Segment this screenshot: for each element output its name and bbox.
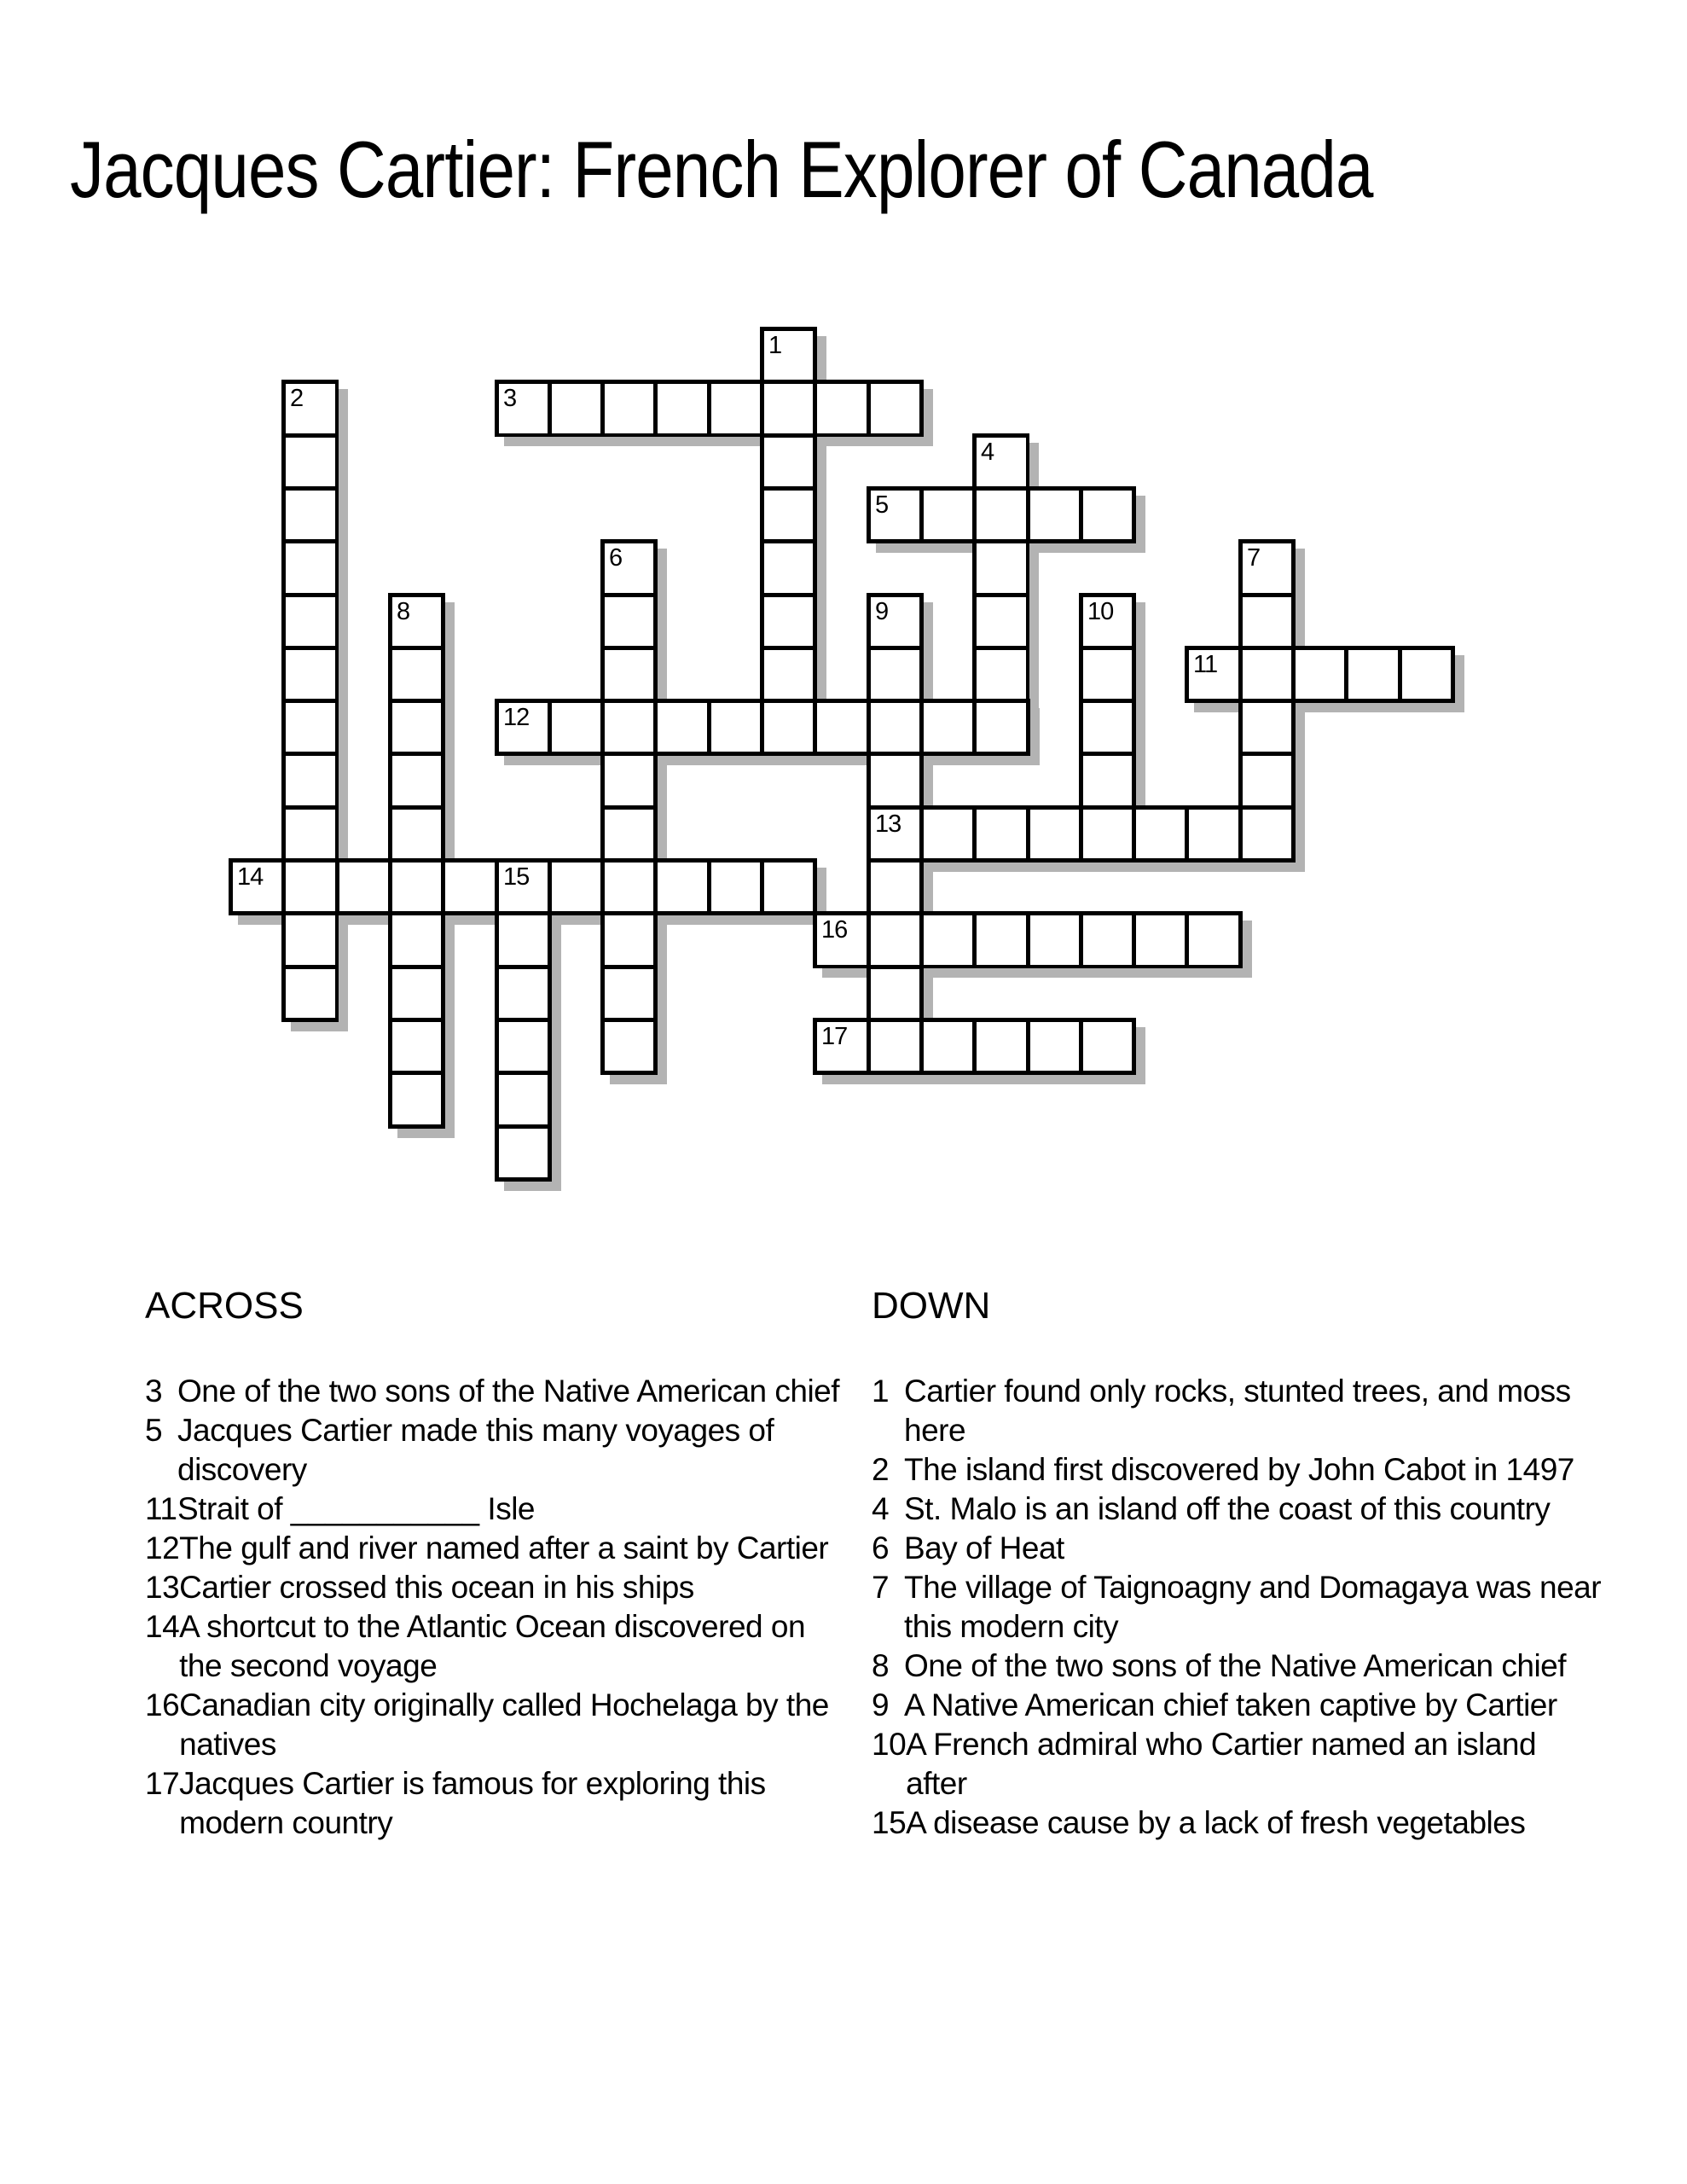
clue-number: 5 <box>145 1413 163 1448</box>
cell-13-across-8[interactable] <box>1243 810 1291 858</box>
cell-13-across-2[interactable] <box>924 810 972 858</box>
clue-text: Cartier crossed this ocean in his ships <box>179 1570 694 1605</box>
cell-13-across-3[interactable] <box>977 810 1026 858</box>
cell-1-down-7[interactable] <box>764 650 813 699</box>
cell-6-down-3[interactable] <box>605 650 653 699</box>
clue-number-1: 1 <box>768 332 782 359</box>
cell-16-across-5[interactable] <box>1030 915 1079 965</box>
clue-number-11: 11 <box>1193 651 1218 678</box>
cell-3-across-4[interactable] <box>658 384 707 433</box>
clue-text: A French admiral who Cartier named an island after <box>906 1727 1537 1801</box>
cell-10-down-3[interactable] <box>1083 703 1132 752</box>
cell-13-across-5[interactable] <box>1083 810 1132 858</box>
cell-17-across-3[interactable] <box>924 1022 972 1071</box>
clue-down-2 <box>872 1450 1602 1490</box>
cell-12-across-9[interactable] <box>924 703 972 752</box>
cell-17-across-6[interactable] <box>1083 1022 1132 1071</box>
cell-4-down-5[interactable] <box>977 650 1026 699</box>
clue-number: 16 <box>145 1687 180 1722</box>
clue-down-1 <box>872 1372 1602 1450</box>
clue-number: 1 <box>872 1374 890 1409</box>
cell-12-across-4[interactable] <box>658 703 707 752</box>
cell-12-across-2[interactable] <box>552 703 600 752</box>
cell-14-across-4[interactable] <box>392 863 441 911</box>
clue-text: Strait of ___________ Isle <box>177 1491 535 1526</box>
cell-3-across-6[interactable] <box>764 384 813 433</box>
cell-9-down-4[interactable] <box>871 756 919 805</box>
cell-3-across-2[interactable] <box>552 384 600 433</box>
clue-number-7: 7 <box>1247 544 1261 572</box>
cell-13-across-6[interactable] <box>1136 810 1185 858</box>
across-clue-list <box>145 1372 851 1843</box>
clue-number: 11 <box>145 1491 177 1526</box>
clue-down-8 <box>872 1647 1602 1686</box>
cell-10-down-2[interactable] <box>1083 650 1132 699</box>
cell-16-across-7[interactable] <box>1136 915 1185 965</box>
cell-2-down-11[interactable] <box>286 915 335 965</box>
clue-number: 8 <box>872 1648 890 1683</box>
clue-number: 15 <box>872 1805 907 1840</box>
clue-number: 6 <box>872 1531 890 1565</box>
clue-down-10 <box>872 1725 1602 1804</box>
cell-12-across-8[interactable] <box>871 703 919 752</box>
clue-down-9 <box>872 1686 1602 1725</box>
clue-down-4 <box>872 1490 1602 1529</box>
cell-12-across-10[interactable] <box>977 703 1026 752</box>
cell-7-down-2[interactable] <box>1243 597 1291 646</box>
cell-2-down-12[interactable] <box>286 969 335 1018</box>
clue-number-2: 2 <box>290 385 304 412</box>
cell-12-across-3[interactable] <box>605 703 653 752</box>
clue-text: Jacques Cartier made this many voyages of discovery <box>177 1413 774 1487</box>
cell-8-down-8[interactable] <box>392 969 441 1018</box>
clue-number-16: 16 <box>821 916 848 944</box>
cell-6-down-10[interactable] <box>605 1022 653 1071</box>
cell-3-across-7[interactable] <box>817 384 867 433</box>
clue-down-6 <box>872 1529 1602 1568</box>
clue-text: St. Malo is an island off the coast of this country <box>904 1491 1551 1526</box>
cell-4-down-4[interactable] <box>977 597 1026 646</box>
cell-6-down-5[interactable] <box>605 756 653 805</box>
clue-number: 17 <box>145 1766 180 1801</box>
cell-2-down-6[interactable] <box>286 650 335 699</box>
clue-number-4: 4 <box>981 439 994 466</box>
clue-text: A disease cause by a lack of fresh vegetables <box>906 1805 1526 1840</box>
clue-text: The gulf and river named after a saint by Cartier <box>179 1531 829 1565</box>
cell-8-down-5[interactable] <box>392 810 441 858</box>
cell-11-across-5[interactable] <box>1402 650 1451 699</box>
cell-1-down-3[interactable] <box>764 438 813 486</box>
cell-14-across-11[interactable] <box>764 863 813 911</box>
clue-number-6: 6 <box>609 544 623 572</box>
cell-14-across-8[interactable] <box>605 863 653 911</box>
cell-17-across-4[interactable] <box>977 1022 1026 1071</box>
cell-9-down-2[interactable] <box>871 650 919 699</box>
cell-5-across-5[interactable] <box>1083 491 1132 539</box>
cell-16-across-4[interactable] <box>977 915 1026 965</box>
clue-number-12: 12 <box>503 704 530 731</box>
clue-number: 3 <box>145 1374 163 1409</box>
down-heading: DOWN <box>872 1285 991 1327</box>
cell-6-down-6[interactable] <box>605 810 653 858</box>
clue-across-16 <box>145 1686 851 1764</box>
clue-across-17 <box>145 1764 851 1843</box>
cell-6-down-8[interactable] <box>605 915 653 965</box>
clue-down-7 <box>872 1568 1602 1647</box>
clue-text: Cartier found only rocks, stunted trees, and moss here <box>904 1374 1571 1448</box>
cell-8-down-4[interactable] <box>392 756 441 805</box>
clue-across-5 <box>145 1411 851 1490</box>
cell-17-across-2[interactable] <box>871 1022 919 1071</box>
cell-2-down-2[interactable] <box>286 438 335 486</box>
page-title: Jacques Cartier: French Explorer of Canada <box>70 125 1373 214</box>
clue-number-15: 15 <box>503 863 530 891</box>
clue-number: 13 <box>145 1570 180 1605</box>
cell-8-down-2[interactable] <box>392 650 441 699</box>
clue-text: Canadian city originally called Hochelaga by the natives <box>179 1687 829 1762</box>
cell-12-across-5[interactable] <box>711 703 760 752</box>
cell-9-down-8[interactable] <box>871 969 919 1018</box>
clue-number: 14 <box>145 1609 180 1644</box>
clue-text: A Native American chief taken captive by Cartier <box>904 1687 1557 1722</box>
cell-3-across-5[interactable] <box>711 384 760 433</box>
cell-15-down-4[interactable] <box>499 1022 548 1071</box>
cell-6-down-9[interactable] <box>605 969 653 1018</box>
cell-16-across-8[interactable] <box>1189 915 1238 965</box>
clue-number: 4 <box>872 1491 890 1526</box>
cell-13-across-7[interactable] <box>1189 810 1238 858</box>
cell-5-across-2[interactable] <box>924 491 972 539</box>
cell-8-down-7[interactable] <box>392 915 441 965</box>
cell-10-down-4[interactable] <box>1083 756 1132 805</box>
clue-number: 12 <box>145 1531 180 1565</box>
clue-across-14 <box>145 1607 851 1686</box>
cell-5-across-3[interactable] <box>977 491 1026 539</box>
down-clue-list <box>872 1372 1602 1843</box>
clue-across-12 <box>145 1529 851 1568</box>
cell-7-down-5[interactable] <box>1243 756 1291 805</box>
clue-text: One of the two sons of the Native American chief <box>177 1374 840 1409</box>
cell-1-down-6[interactable] <box>764 597 813 646</box>
cell-3-across-8[interactable] <box>871 384 919 433</box>
cell-2-down-7[interactable] <box>286 703 335 752</box>
cell-14-across-5[interactable] <box>445 863 495 911</box>
down-clues <box>872 1285 1602 1843</box>
cell-15-down-5[interactable] <box>499 1075 548 1124</box>
across-clues <box>145 1285 851 1843</box>
clue-down-15 <box>872 1804 1602 1843</box>
cell-5-across-4[interactable] <box>1030 491 1079 539</box>
clue-number-14: 14 <box>237 863 264 891</box>
clue-number-13: 13 <box>875 810 901 838</box>
cell-2-down-5[interactable] <box>286 597 335 646</box>
clue-text: The island first discovered by John Cabot in 1497 <box>904 1452 1574 1487</box>
clue-number-9: 9 <box>875 598 889 625</box>
cell-2-down-8[interactable] <box>286 756 335 805</box>
cell-15-down-2[interactable] <box>499 915 548 965</box>
clue-text: The village of Taignoagny and Domagaya was near this modern city <box>904 1570 1602 1644</box>
cell-11-across-3[interactable] <box>1296 650 1344 699</box>
cell-16-across-2[interactable] <box>871 915 919 965</box>
cell-14-across-10[interactable] <box>711 863 760 911</box>
clue-across-3 <box>145 1372 851 1411</box>
clue-text: Bay of Heat <box>904 1531 1064 1565</box>
clue-across-11 <box>145 1490 851 1529</box>
clue-number: 9 <box>872 1687 890 1722</box>
cell-4-down-3[interactable] <box>977 543 1026 593</box>
cell-2-down-4[interactable] <box>286 543 335 593</box>
clue-text: One of the two sons of the Native American chief <box>904 1648 1567 1683</box>
cell-14-across-7[interactable] <box>552 863 600 911</box>
clue-number-17: 17 <box>821 1023 848 1050</box>
cell-16-across-6[interactable] <box>1083 915 1132 965</box>
cell-8-down-3[interactable] <box>392 703 441 752</box>
cell-14-across-9[interactable] <box>658 863 707 911</box>
cell-11-across-4[interactable] <box>1348 650 1398 699</box>
cell-14-across-3[interactable] <box>339 863 388 911</box>
cell-1-down-5[interactable] <box>764 543 813 593</box>
clue-number-10: 10 <box>1087 598 1114 625</box>
cell-9-down-6[interactable] <box>871 863 919 911</box>
clue-across-13 <box>145 1568 851 1607</box>
clue-number-5: 5 <box>875 491 889 519</box>
clue-number: 7 <box>872 1570 890 1605</box>
clue-number: 10 <box>872 1727 907 1762</box>
clue-number-3: 3 <box>503 385 517 412</box>
cell-15-down-6[interactable] <box>499 1129 548 1177</box>
cell-12-across-7[interactable] <box>817 703 867 752</box>
cell-13-across-4[interactable] <box>1030 810 1079 858</box>
clue-number-8: 8 <box>397 598 410 625</box>
cell-1-down-4[interactable] <box>764 491 813 539</box>
across-heading: ACROSS <box>145 1285 304 1327</box>
clue-text: Jacques Cartier is famous for exploring this modern country <box>179 1766 766 1840</box>
cell-2-down-3[interactable] <box>286 491 335 539</box>
cell-14-across-2[interactable] <box>286 863 335 911</box>
cell-6-down-2[interactable] <box>605 597 653 646</box>
cell-16-across-3[interactable] <box>924 915 972 965</box>
cell-15-down-3[interactable] <box>499 969 548 1018</box>
cell-2-down-9[interactable] <box>286 810 335 858</box>
cell-17-across-5[interactable] <box>1030 1022 1079 1071</box>
clue-number: 2 <box>872 1452 890 1487</box>
cell-12-across-6[interactable] <box>764 703 813 752</box>
cell-11-across-2[interactable] <box>1243 650 1291 699</box>
clue-text: A shortcut to the Atlantic Ocean discovered on the second voyage <box>179 1609 806 1683</box>
cell-3-across-3[interactable] <box>605 384 653 433</box>
cell-7-down-4[interactable] <box>1243 703 1291 752</box>
cell-8-down-9[interactable] <box>392 1022 441 1071</box>
cell-8-down-10[interactable] <box>392 1075 441 1124</box>
